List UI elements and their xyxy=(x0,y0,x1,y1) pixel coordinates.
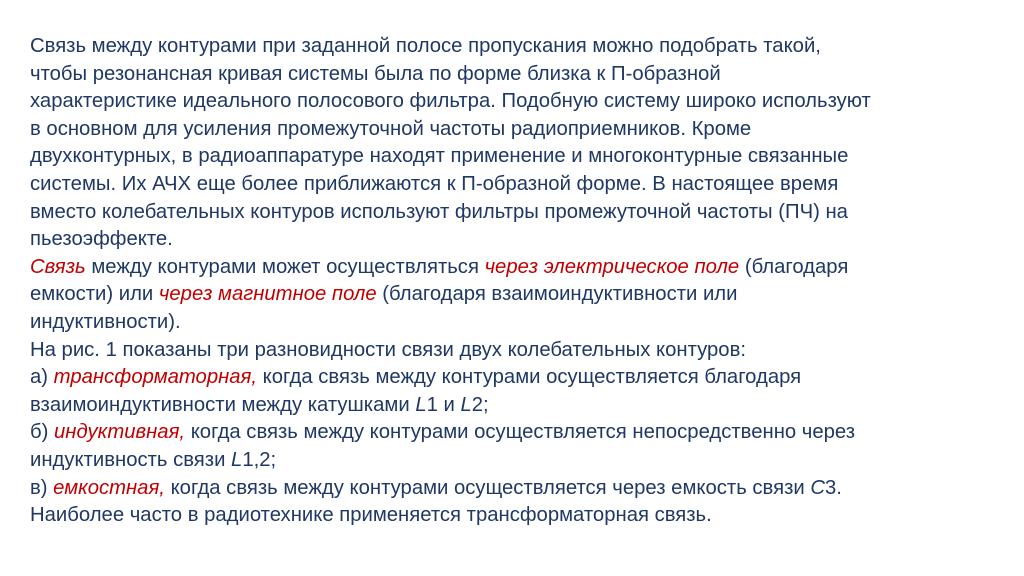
text-run: 1,2; xyxy=(242,448,277,471)
text-line xyxy=(30,254,1005,282)
text-line: Связь между контурами при заданной полосе пропускания можно подобрать такой, xyxy=(30,35,821,57)
item-prefix: а) xyxy=(30,366,54,389)
text-line: вместо колебательных контуров используют фильтры промежуточной частоты (ПЧ) на xyxy=(30,200,848,223)
highlight-term: индуктивная, xyxy=(54,421,186,444)
text-line: характеристике идеального полосового фильтра. Подобную систему широко используют xyxy=(30,90,871,113)
text-run: 3. xyxy=(825,476,842,499)
text-run: (благодаря xyxy=(739,255,849,278)
highlight-term: емкостная, xyxy=(53,476,165,499)
text-line: в основном для усиления промежуточной частоты радиоприемников. Кроме xyxy=(30,117,752,140)
item-prefix: б) xyxy=(30,421,55,444)
item-prefix: в) xyxy=(30,476,54,499)
list-item-b xyxy=(30,419,1005,447)
text-run: (благодаря взаимоиндуктивности или xyxy=(376,283,738,306)
text-run: 2; xyxy=(471,393,489,416)
text-run: когда связь между контурами осуществляется через емкость связи xyxy=(164,476,811,499)
text-line xyxy=(30,281,1005,309)
text-run: емкости) или xyxy=(30,283,159,306)
slide-text xyxy=(30,33,1005,530)
text-line: чтобы резонансная кривая системы была по форме близка к П-образной xyxy=(30,62,721,85)
text-line: двухконтурных, в радиоаппаратуре находят применение и многоконтурные связанные xyxy=(30,145,849,168)
highlight-term: трансформаторная, xyxy=(53,366,258,389)
text-line xyxy=(30,447,1005,475)
text-line: пьезоэффекте. xyxy=(30,228,173,251)
variable-symbol: L xyxy=(231,448,243,471)
text-line: системы. Их АЧХ еще более приближаются к П-образной форме. В настоящее время xyxy=(30,172,839,195)
text-run: между контурами может осуществляться xyxy=(85,255,485,278)
variable-symbol: L xyxy=(460,393,472,416)
variable-symbol: C xyxy=(810,476,825,499)
variable-symbol: L xyxy=(415,393,427,416)
highlight-term: через магнитное поле xyxy=(158,283,377,306)
text-run: взаимоиндуктивности между катушками xyxy=(30,393,416,416)
list-item-a xyxy=(30,364,1005,392)
text-run: индуктивность связи xyxy=(30,448,232,471)
text-line: индуктивности). xyxy=(30,310,181,333)
text-run: когда связь между контурами осуществляется благодаря xyxy=(257,366,802,389)
list-item-c xyxy=(30,475,1005,503)
highlight-term: Связь xyxy=(30,255,86,278)
text-run: 1 и xyxy=(426,393,461,416)
text-run: когда связь между контурами осуществляется непосредственно через xyxy=(185,421,856,444)
text-line xyxy=(30,392,1005,420)
text-line: Наиболее часто в радиотехнике применяется трансформаторная связь. xyxy=(30,504,712,527)
highlight-term: через электрическое поле xyxy=(484,255,740,278)
text-line: На рис. 1 показаны три разновидности связи двух колебательных контуров: xyxy=(30,338,746,361)
